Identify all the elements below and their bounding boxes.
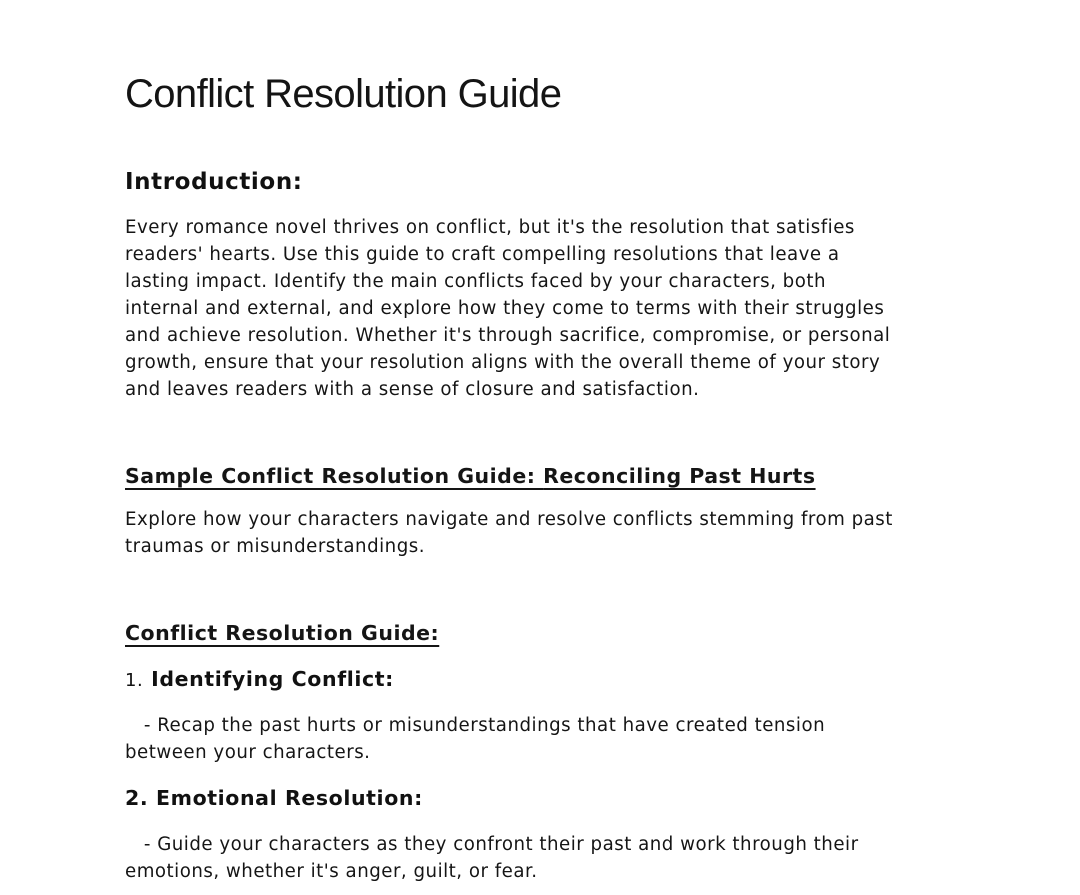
- guide-item-title: Identifying Conflict:: [151, 667, 394, 691]
- sample-guide-heading: [125, 461, 816, 491]
- sample-line: traumas or misunderstandings.: [125, 536, 426, 557]
- introduction-line: Every romance novel thrives on conflict, but it's the resolution that satisfies: [125, 217, 855, 238]
- guide-item-number: 1.: [125, 670, 144, 691]
- introduction-line: growth, ensure that your resolution aligns with the overall theme of your story: [125, 352, 881, 373]
- introduction-heading: Introduction:: [125, 169, 303, 195]
- guide-item-number: 2.: [125, 786, 149, 810]
- guide-item-body: [125, 831, 859, 885]
- introduction-line: and achieve resolution. Whether it's through sacrifice, compromise, or personal: [125, 325, 891, 346]
- sample-line: Explore how your characters navigate and resolve conflicts stemming from past: [125, 509, 893, 530]
- guide-heading: Conflict Resolution Guide:: [125, 621, 440, 645]
- guide-item-heading: [125, 783, 423, 813]
- sample-guide-heading-prefix: Sample Conflict Resolution Guide:: [125, 464, 544, 488]
- introduction-line: lasting impact. Identify the main conflicts faced by your characters, both: [125, 271, 826, 292]
- introduction-line: internal and external, and explore how they come to terms with their struggles: [125, 298, 885, 319]
- introduction-line: and leaves readers with a sense of closure and satisfaction.: [125, 379, 700, 400]
- guide-item-line: emotions, whether it's anger, guilt, or fear.: [125, 861, 538, 882]
- sample-guide-paragraph: [125, 506, 893, 560]
- sample-guide-heading-topic: Reconciling Past Hurts: [543, 464, 816, 488]
- guide-item-line: between your characters.: [125, 742, 371, 763]
- guide-item-line: - Recap the past hurts or misunderstandings that have created tension: [125, 715, 826, 736]
- guide-item-body: [125, 712, 825, 766]
- guide-item-title: Emotional Resolution:: [156, 786, 423, 810]
- guide-item-line: - Guide your characters as they confront their past and work through their: [125, 834, 859, 855]
- introduction-paragraph: [125, 214, 890, 403]
- introduction-line: readers' hearts. Use this guide to craft compelling resolutions that leave a: [125, 244, 840, 265]
- page-title: Conflict Resolution Guide: [125, 72, 562, 116]
- guide-item-heading: [125, 664, 394, 696]
